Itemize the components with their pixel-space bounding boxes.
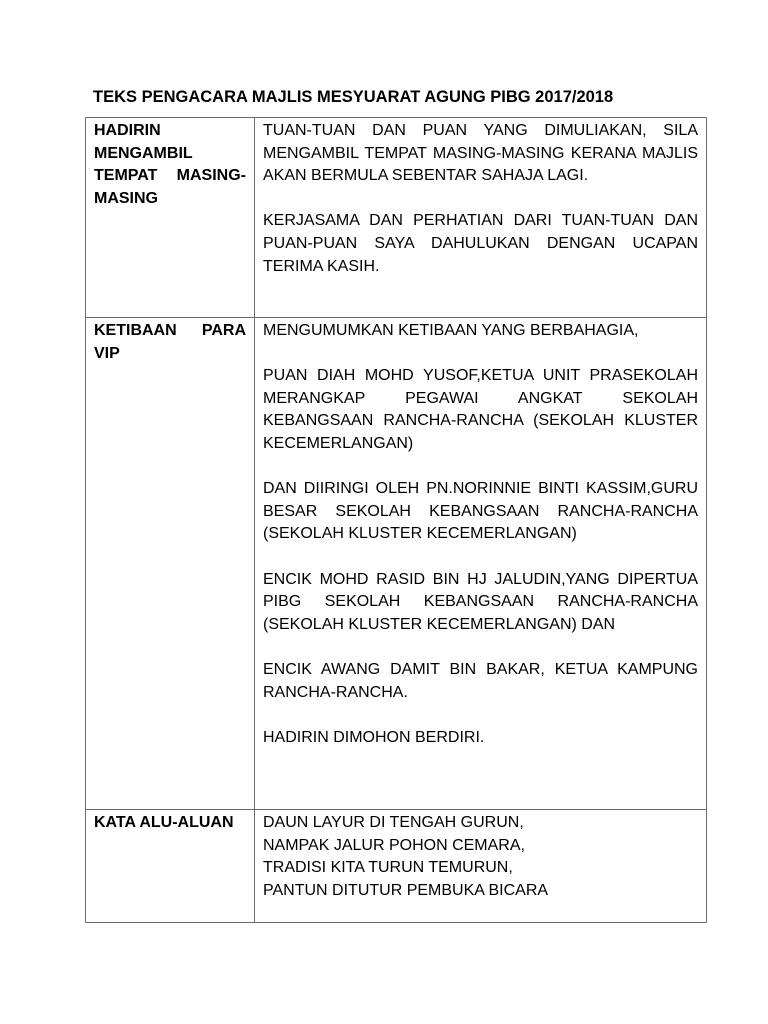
row-label: HADIRIN MENGAMBIL TEMPAT MASING-MASING bbox=[86, 118, 255, 318]
paragraph: PUAN DIAH MOHD YUSOF,KETUA UNIT PRASEKOLAH MERANGKAP PEGAWAI ANGKAT SEKOLAH KEBANGSAAN RANCHA-RANCHA (SEKOLAH KLUSTER KECEMERLANGAN) bbox=[263, 367, 698, 452]
paragraph: TUAN-TUAN DAN PUAN YANG DIMULIAKAN, SILA MENGAMBIL TEMPAT MASING-MASING KERANA MAJLIS AKAN BERMULA SEBENTAR SAHAJA LAGI. bbox=[263, 122, 698, 185]
paragraph: MENGUMUMKAN KETIBAAN YANG BERBAHAGIA, bbox=[263, 322, 639, 339]
paragraph: DAN DIIRINGI OLEH PN.NORINNIE BINTI KASSIM,GURU BESAR SEKOLAH KEBANGSAAN RANCHA-RANCHA (SEKOLAH KLUSTER KECEMERLANGAN) bbox=[263, 480, 698, 543]
poem-line: PANTUN DITUTUR PEMBUKA BICARA bbox=[263, 881, 549, 899]
table-row bbox=[86, 810, 707, 923]
poem-line: TRADISI KITA TURUN TEMURUN, bbox=[263, 859, 513, 877]
row-content bbox=[255, 118, 707, 318]
script-table bbox=[85, 117, 707, 923]
row-content bbox=[255, 810, 707, 923]
paragraph: ENCIK AWANG DAMIT BIN BAKAR, KETUA KAMPUNG RANCHA-RANCHA. bbox=[263, 660, 698, 701]
row-label: KETIBAAN PARA VIP bbox=[86, 318, 255, 810]
document-title: TEKS PENGACARA MAJLIS MESYUARAT AGUNG PIBG 2017/2018 bbox=[93, 88, 614, 106]
row-content bbox=[255, 318, 707, 810]
paragraph: HADIRIN DIMOHON BERDIRI. bbox=[263, 728, 485, 746]
poem-line: DAUN LAYUR DI TENGAH GURUN, bbox=[263, 814, 524, 831]
paragraph: KERJASAMA DAN PERHATIAN DARI TUAN-TUAN DAN PUAN-PUAN SAYA DAHULUKAN DENGAN UCAPAN TERIMA KASIH. bbox=[263, 212, 698, 275]
row-label: KATA ALU-ALUAN bbox=[86, 810, 255, 923]
table-row bbox=[86, 118, 707, 318]
paragraph: ENCIK MOHD RASID BIN HJ JALUDIN,YANG DIPERTUA PIBG SEKOLAH KEBANGSAAN RANCHA-RANCHA (SEKOLAH KLUSTER KECEMERLANGAN) DAN bbox=[263, 570, 698, 633]
table-row bbox=[86, 318, 707, 810]
poem-line: NAMPAK JALUR POHON CEMARA, bbox=[263, 836, 525, 854]
